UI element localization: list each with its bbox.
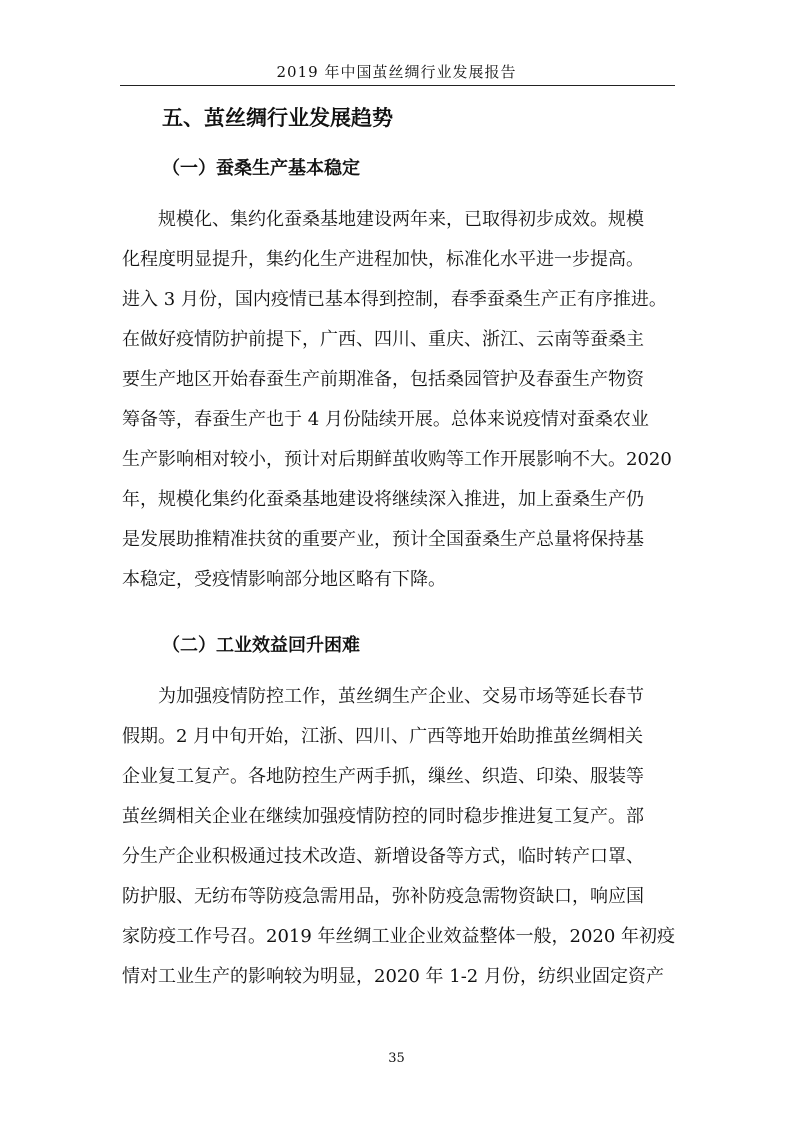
paragraph-line: 防护服、无纺布等防疫急需用品，弥补防疫急需物资缺口，响应国: [122, 886, 644, 907]
paragraph-line: 本稳定，受疫情影响部分地区略有下降。: [122, 569, 446, 590]
paragraph-line: 假期。2 月中旬开始，江浙、四川、广西等地开始助推茧丝绸相关: [122, 726, 644, 747]
paragraph-line: 进入 3 月份，国内疫情已基本得到控制，春季蚕桑生产正有序推进。: [122, 289, 667, 310]
paragraph-line: 为加强疫情防控工作，茧丝绸生产企业、交易市场等延长春节: [122, 686, 644, 707]
paragraph-line: 规模化、集约化蚕桑基地建设两年来，已取得初步成效。规模: [122, 209, 644, 230]
paragraph-line: 家防疫工作号召。2019 年丝绸工业企业效益整体一般，2020 年初疫: [122, 926, 676, 947]
paragraph-line: 企业复工复产。各地防控生产两手抓，缫丝、织造、印染、服装等: [122, 766, 644, 787]
paragraph-line: 化程度明显提升，集约化生产进程加快，标准化水平进一步提高。: [122, 249, 644, 270]
running-header: 2019 年中国茧丝绸行业发展报告: [276, 63, 517, 81]
paragraph-line: 在做好疫情防护前提下，广西、四川、重庆、浙江、云南等蚕桑主: [122, 329, 644, 350]
paragraph-line: 是发展助推精准扶贫的重要产业，预计全国蚕桑生产总量将保持基: [122, 529, 644, 550]
paragraph-line: 分生产企业积极通过技术改造、新增设备等方式，临时转产口罩、: [122, 846, 644, 867]
subsection-title-2: （二）工业效益回升困难: [162, 635, 360, 656]
section-title: 五、茧丝绸行业发展趋势: [162, 106, 393, 130]
paragraph-line: 要生产地区开始春蚕生产前期准备，包括桑园管护及春蚕生产物资: [122, 369, 644, 390]
page-number: 35: [388, 1051, 405, 1066]
paragraph-line: 茧丝绸相关企业在继续加强疫情防控的同时稳步推进复工复产。部: [122, 806, 644, 827]
paragraph-line: 年，规模化集约化蚕桑基地建设将继续深入推进，加上蚕桑生产仍: [122, 489, 644, 510]
paragraph-line: 筹备等，春蚕生产也于 4 月份陆续开展。总体来说疫情对蚕桑农业: [122, 409, 649, 430]
paragraph-2: [122, 677, 676, 997]
paragraph-1: [122, 200, 673, 600]
header-rule: [120, 85, 675, 86]
subsection-title-1: （一）蚕桑生产基本稳定: [162, 158, 360, 179]
paragraph-line: 情对工业生产的影响较为明显，2020 年 1-2 月份，纺织业固定资产: [122, 966, 664, 987]
paragraph-line: 生产影响相对较小，预计对后期鲜茧收购等工作开展影响不大。2020: [122, 449, 672, 470]
